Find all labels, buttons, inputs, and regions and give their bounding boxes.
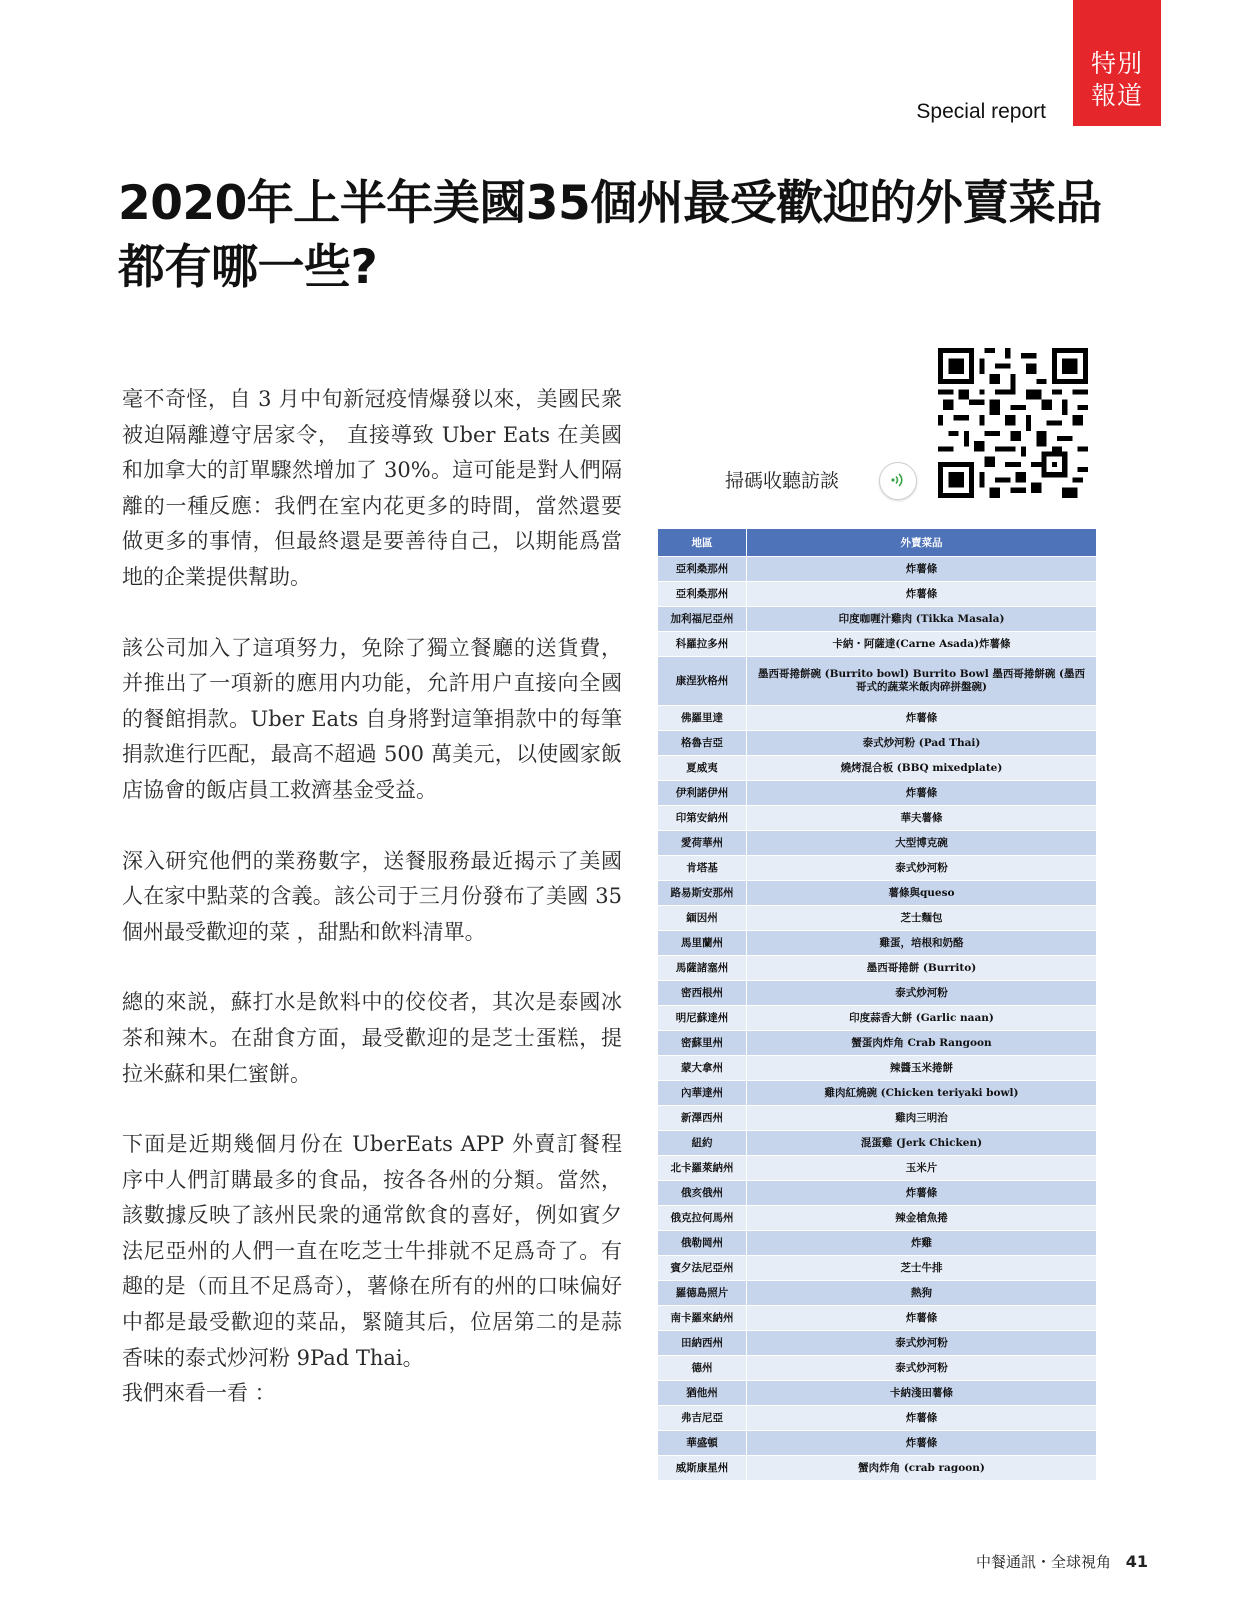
table-row [658,607,1097,632]
table-row [658,1256,1097,1281]
dish-cell: 印度咖喱汁雞肉 (Tikka Masala) [747,607,1097,632]
dish-cell: 辣金槍魚捲 [747,1206,1097,1231]
region-cell: 加利福尼亞州 [658,607,747,632]
table-row [658,831,1097,856]
audio-play-button[interactable] [879,462,917,500]
region-cell: 夏威夷 [658,756,747,781]
dish-cell: 泰式炒河粉 [747,856,1097,881]
region-cell: 緬因州 [658,906,747,931]
dish-cell: 芝士牛排 [747,1256,1097,1281]
paragraph: 下面是近期幾個月份在 UberEats APP 外賣訂餐程序中人們訂購最多的食品，按各各州的分類。當然，該數據反映了該州民衆的通常飲食的喜好，例如賓夕法尼亞州的人們一直在吃芝士牛排就不足爲奇了。有趣的是（而且不足爲奇），薯條在所有的州的口味偏好中都是最受歡迎的菜品，緊隨其后，位居第二的是蒜香味的泰式炒河粉 9Pad Thai。 [122,1132,622,1370]
table-row [658,1281,1097,1306]
dish-cell: 雞蛋，培根和奶酪 [747,931,1097,956]
column-header-dish: 外賣菜品 [747,529,1097,557]
table-row [658,1306,1097,1331]
region-cell: 密蘇里州 [658,1031,747,1056]
dish-cell: 薯條與queso [747,881,1097,906]
dish-cell: 炸薯條 [747,557,1097,582]
region-cell: 康涅狄格州 [658,657,747,706]
table-row [658,731,1097,756]
region-cell: 印第安納州 [658,806,747,831]
dish-cell: 泰式炒河粉 [747,1356,1097,1381]
region-cell: 新澤西州 [658,1106,747,1131]
dish-cell: 炸薯條 [747,582,1097,607]
table-row [658,981,1097,1006]
section-tab-line-1: 特別 [1090,49,1143,78]
dish-cell: 泰式炒河粉 [747,981,1097,1006]
table-row [658,1106,1097,1131]
dish-cell: 墨西哥捲餅 (Burrito) [747,956,1097,981]
region-cell: 肯塔基 [658,856,747,881]
dish-cell: 炸薯條 [747,1181,1097,1206]
qr-caption: 掃碼收聽訪談 [725,470,840,492]
region-cell: 北卡羅萊納州 [658,1156,747,1181]
region-cell: 德州 [658,1356,747,1381]
table-row [658,1206,1097,1231]
table-row [658,1081,1097,1106]
table-row [658,931,1097,956]
table-row [658,657,1097,706]
paragraph: 深入研究他們的業務數字，送餐服務最近揭示了美國人在家中點菜的含義。該公司于三月份發布了美國 35 個州最受歡迎的菜 ，甜點和飲料清單。 [122,848,622,944]
region-cell: 威斯康星州 [658,1456,747,1481]
table-row [658,856,1097,881]
region-cell: 密西根州 [658,981,747,1006]
region-cell: 羅德島照片 [658,1281,747,1306]
region-cell: 紐約 [658,1131,747,1156]
dish-cell: 玉米片 [747,1156,1097,1181]
region-cell: 亞利桑那州 [658,582,747,607]
region-cell: 南卡羅來納州 [658,1306,747,1331]
region-cell: 內華達州 [658,1081,747,1106]
dish-cell: 蟹蛋肉炸角 Crab Rangoon [747,1031,1097,1056]
paragraph: 總的來説，蘇打水是飲料中的佼佼者，其次是泰國冰茶和辣木。在甜食方面，最受歡迎的是芝士蛋糕，提拉米蘇和果仁蜜餅。 [122,990,622,1086]
dish-cell: 卡納・阿薩達(Carne Asada)炸薯條 [747,632,1097,657]
table-row [658,1356,1097,1381]
food-by-state-table [657,528,1097,1481]
table-row [658,1231,1097,1256]
section-label-en: Special report [916,100,1046,123]
dish-cell: 炸薯條 [747,1306,1097,1331]
section-tab-line-2: 報道 [1090,81,1143,110]
table-row [658,557,1097,582]
paragraph: 我們來看一看 ： [122,1381,276,1406]
region-cell: 蒙大拿州 [658,1056,747,1081]
region-cell: 格魯吉亞 [658,731,747,756]
dish-cell: 卡納淺田薯條 [747,1381,1097,1406]
region-cell: 科羅拉多州 [658,632,747,657]
section-tab [1073,0,1161,126]
dish-cell: 炸薯條 [747,706,1097,731]
region-cell: 馬薩諸塞州 [658,956,747,981]
paragraph: 該公司加入了這項努力，免除了獨立餐廳的送貨費，并推出了一項新的應用内功能，允許用户直接向全國的餐館捐款。Uber Eats 自身將對這筆捐款中的每筆捐款進行匹配，最高不超過 500 萬美元，以使國家飯店協會的飯店員工救濟基金受益。 [122,635,622,802]
region-cell: 華盛頓 [658,1431,747,1456]
dish-cell: 泰式炒河粉 [747,1331,1097,1356]
region-cell: 佛羅里達 [658,706,747,731]
dish-cell: 混蛋雞 (Jerk Chicken) [747,1131,1097,1156]
region-cell: 路易斯安那州 [658,881,747,906]
table-row [658,1056,1097,1081]
table-row [658,1381,1097,1406]
table-row [658,1406,1097,1431]
region-cell: 猶他州 [658,1381,747,1406]
region-cell: 俄亥俄州 [658,1181,747,1206]
page-footer [976,1551,1148,1572]
region-cell: 愛荷華州 [658,831,747,856]
column-header-region: 地區 [658,529,747,557]
qr-code[interactable] [938,348,1088,498]
table-row [658,806,1097,831]
table-row [658,1006,1097,1031]
table-row [658,956,1097,981]
table-row [658,582,1097,607]
table-row [658,1431,1097,1456]
table-row [658,1131,1097,1156]
region-cell: 馬里蘭州 [658,931,747,956]
dish-cell: 燒烤混合板 (BBQ mixedplate) [747,756,1097,781]
article-body [122,382,622,1412]
dish-cell: 炸薯條 [747,1431,1097,1456]
dish-cell: 雞肉三明治 [747,1106,1097,1131]
dish-cell: 蟹肉炸角 (crab ragoon) [747,1456,1097,1481]
table-row [658,781,1097,806]
dish-cell: 印度蒜香大餅 (Garlic naan) [747,1006,1097,1031]
publication-name: 中餐通訊・全球視角 [975,1553,1111,1571]
dish-cell: 芝士麵包 [747,906,1097,931]
table-row [658,1156,1097,1181]
region-cell: 俄克拉何馬州 [658,1206,747,1231]
dish-cell: 熱狗 [747,1281,1097,1306]
dish-cell: 炸薯條 [747,781,1097,806]
table-body [658,557,1097,1481]
dish-cell: 炸薯條 [747,1406,1097,1431]
region-cell: 明尼蘇達州 [658,1006,747,1031]
dish-cell: 辣醬玉米捲餅 [747,1056,1097,1081]
table-row [658,706,1097,731]
table-row [658,1331,1097,1356]
region-cell: 賓夕法尼亞州 [658,1256,747,1281]
page-number: 41 [1125,1552,1148,1571]
table-row [658,1456,1097,1481]
dish-cell: 大型博克碗 [747,831,1097,856]
dish-cell: 華夫薯條 [747,806,1097,831]
table-row [658,1181,1097,1206]
paragraph: 毫不奇怪，自 3 月中旬新冠疫情爆發以來，美國民衆被迫隔離遵守居家令， 直接導致 Uber Eats 在美國和加拿大的訂單驟然增加了 30%。這可能是對人們隔離的一種反應：我們在室内花更多的時間，當然還要做更多的事情，但最終還是要善待自己，以期能爲當地的企業提供幫助。 [122,387,622,589]
dish-cell: 雞肉紅燒碗 (Chicken teriyaki bowl) [747,1081,1097,1106]
table-header-row [658,529,1097,557]
dish-cell: 炸雞 [747,1231,1097,1256]
region-cell: 田納西州 [658,1331,747,1356]
sound-wave-icon [889,472,905,488]
region-cell: 伊利諾伊州 [658,781,747,806]
table-row [658,906,1097,931]
table-row [658,1031,1097,1056]
dish-cell: 泰式炒河粉 (Pad Thai) [747,731,1097,756]
article-title: 2020年上半年美國35個州最受歡迎的外賣菜品都有哪一些? [118,176,1102,295]
table-row [658,881,1097,906]
region-cell: 弗吉尼亞 [658,1406,747,1431]
region-cell: 俄勒岡州 [658,1231,747,1256]
table-row [658,632,1097,657]
dish-cell: 墨西哥捲餅碗 (Burrito bowl) Burrito Bowl 墨西哥捲餅碗 (墨西哥式的蔬菜米飯肉碎拼盤碗) [747,657,1097,706]
table-row [658,756,1097,781]
region-cell: 亞利桑那州 [658,557,747,582]
